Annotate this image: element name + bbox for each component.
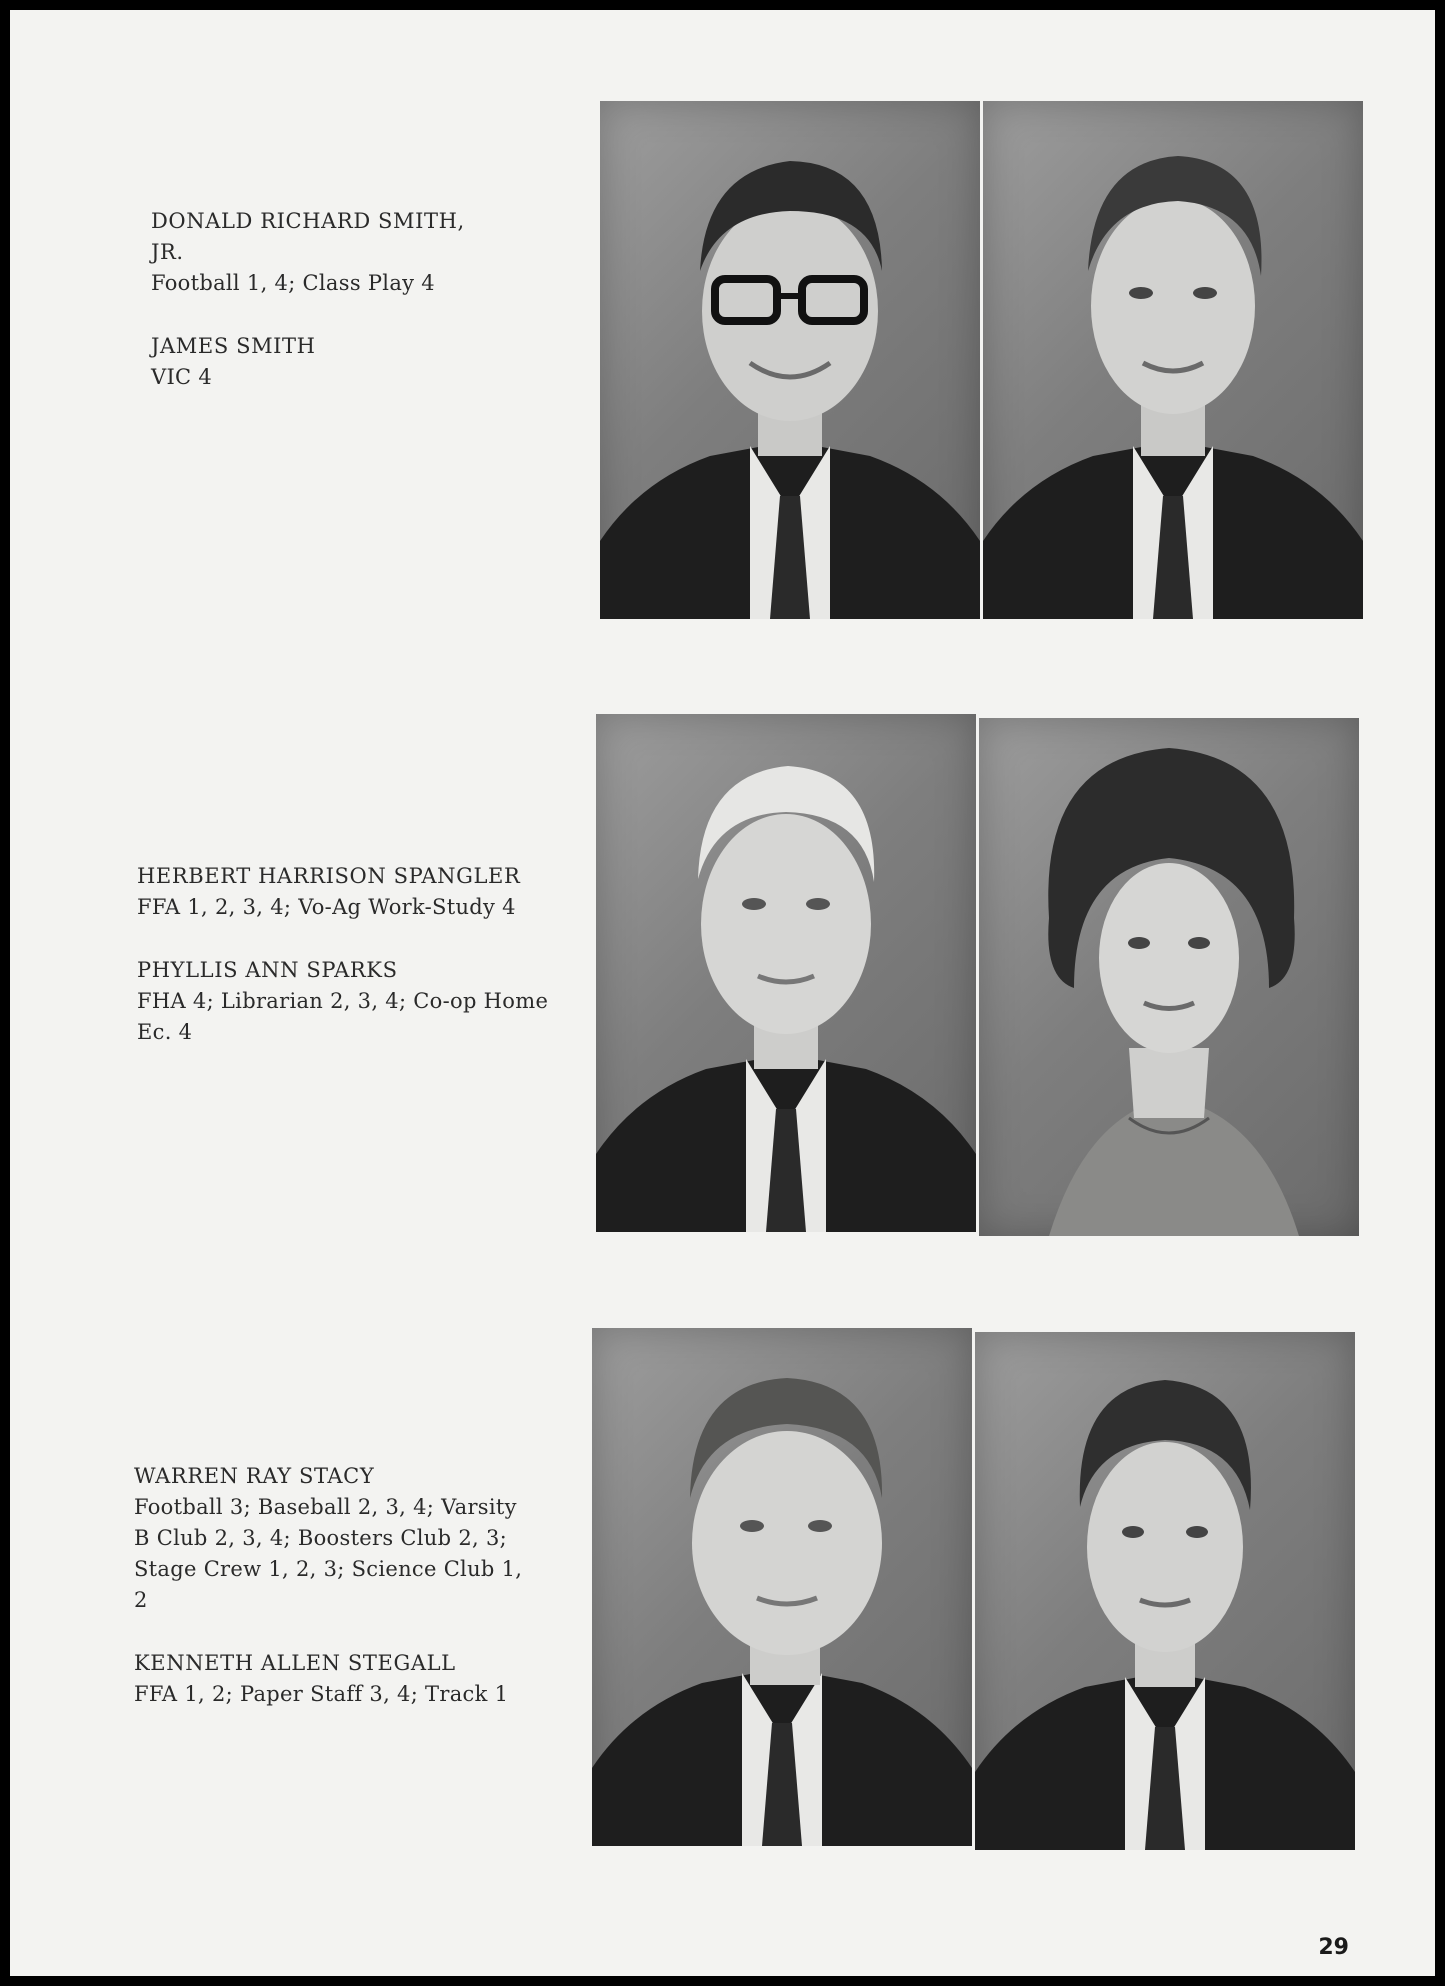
student-portrait-photo	[979, 718, 1359, 1236]
student-portrait-photo	[975, 1332, 1355, 1850]
student-activities: FHA 4; Librarian 2, 3, 4; Co-op Home Ec. 4	[137, 989, 549, 1044]
student-name: PHYLLIS ANN SPARKS	[137, 958, 398, 982]
page-number: 29	[1318, 1935, 1349, 1960]
portrait-illustration	[975, 1332, 1355, 1850]
student-text-block-1	[151, 206, 481, 425]
student-activities: Football 3; Baseball 2, 3, 4; Varsity B Club 2, 3, 4; Boosters Club 2, 3; Stage Crew 1, 2, 3; Science Club 1, 2	[134, 1495, 523, 1612]
student-portrait-photo	[596, 714, 976, 1232]
student-name: DONALD RICHARD SMITH, JR.	[151, 209, 465, 264]
student-portrait-photo	[592, 1328, 972, 1846]
portrait-illustration	[979, 718, 1359, 1236]
student-name: WARREN RAY STACY	[134, 1464, 375, 1488]
student-text-block-2	[137, 861, 567, 1080]
student-name: JAMES SMITH	[151, 334, 316, 358]
student-portrait-photo	[983, 101, 1363, 619]
student-activities: FFA 1, 2, 3, 4; Vo-Ag Work-Study 4	[137, 895, 516, 919]
student-activities: Football 1, 4; Class Play 4	[151, 271, 435, 295]
portrait-illustration	[600, 101, 980, 619]
student-activities: FFA 1, 2; Paper Staff 3, 4; Track 1	[134, 1682, 509, 1706]
student-text-block-3	[134, 1461, 534, 1742]
portrait-illustration	[592, 1328, 972, 1846]
student-activities: VIC 4	[151, 365, 213, 389]
student-portrait-photo	[600, 101, 980, 619]
portrait-illustration	[983, 101, 1363, 619]
yearbook-page	[10, 10, 1435, 1976]
student-name: KENNETH ALLEN STEGALL	[134, 1651, 456, 1675]
portrait-illustration	[596, 714, 976, 1232]
student-name: HERBERT HARRISON SPANGLER	[137, 864, 521, 888]
